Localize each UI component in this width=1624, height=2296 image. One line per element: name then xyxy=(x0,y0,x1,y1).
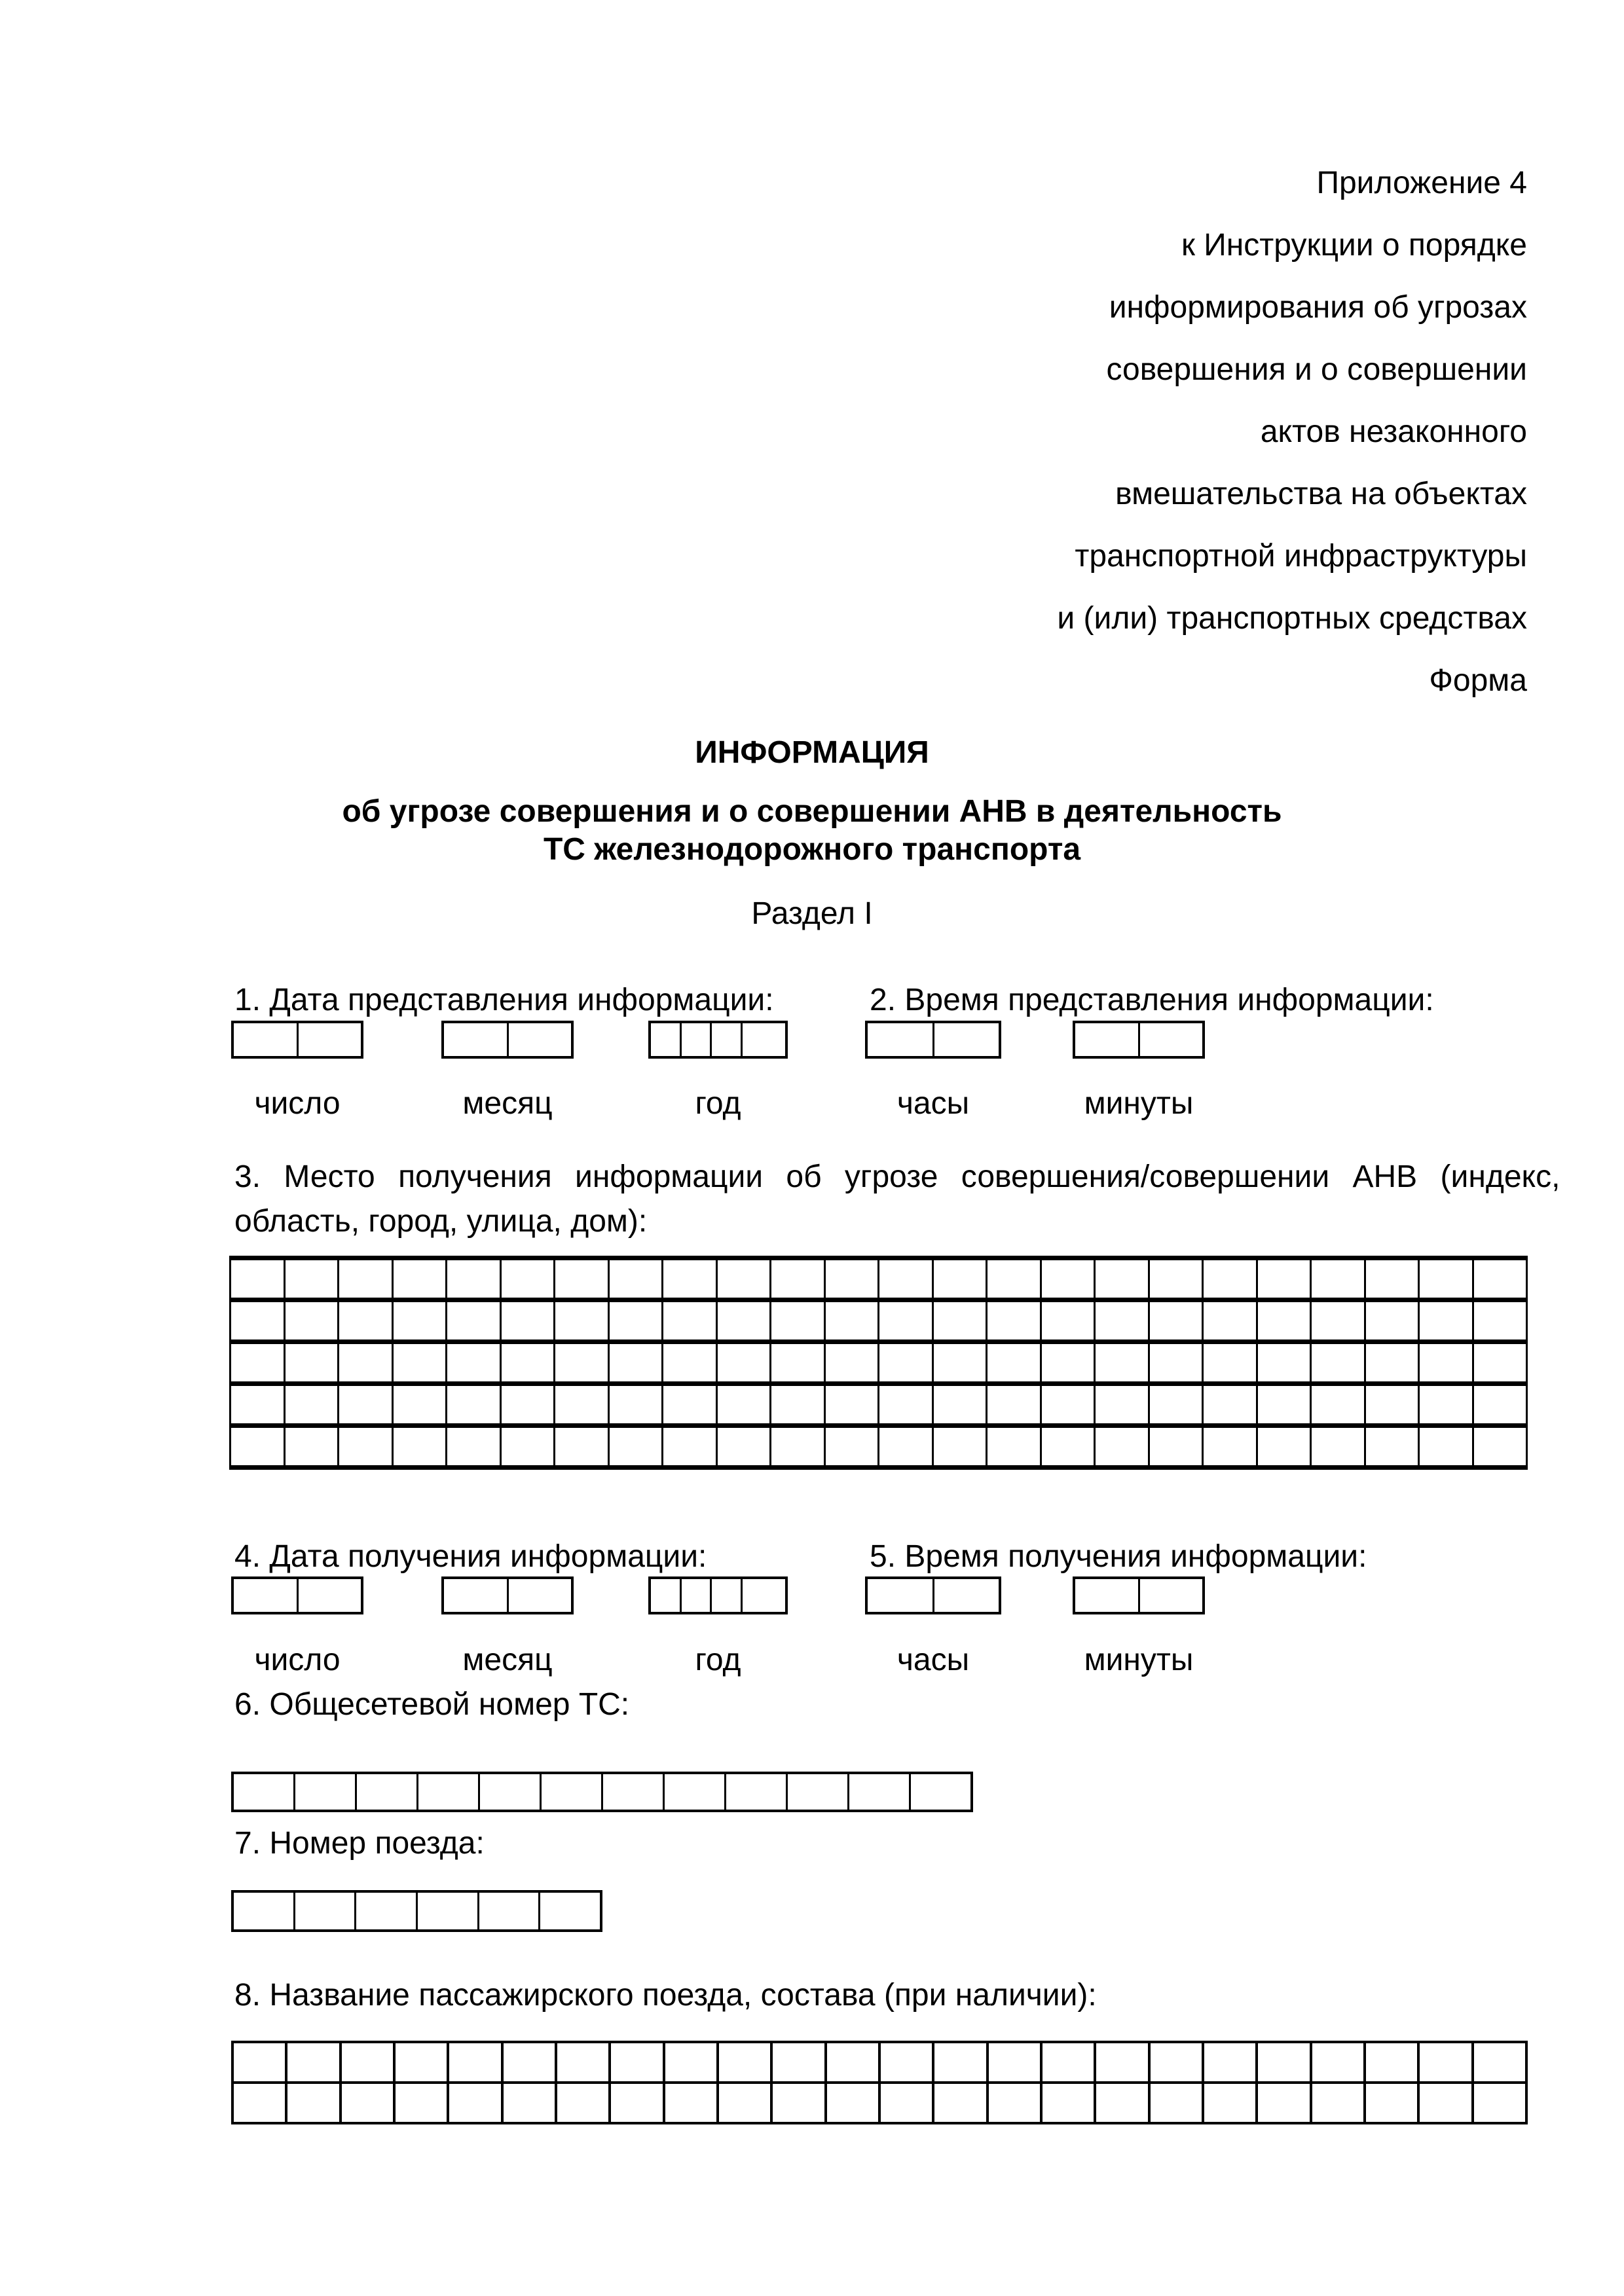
time2-hours-caption: часы xyxy=(896,1643,970,1677)
char-cell xyxy=(416,1774,478,1810)
char-cell xyxy=(1418,1344,1472,1381)
char-cell xyxy=(932,2043,986,2081)
char-cell xyxy=(661,1344,716,1381)
char-cell xyxy=(392,1344,446,1381)
char-cell xyxy=(500,1344,554,1381)
char-cell xyxy=(716,2084,770,2122)
char-cell xyxy=(444,1579,507,1612)
char-cell xyxy=(297,1579,361,1612)
char-cell xyxy=(1040,2084,1094,2122)
char-cell xyxy=(824,1344,878,1381)
char-cell xyxy=(1138,1023,1203,1056)
grid-row xyxy=(231,1428,1526,1470)
char-cell xyxy=(1148,2043,1202,2081)
char-cell xyxy=(824,2084,878,2122)
char-cell xyxy=(661,1302,716,1339)
char-cell xyxy=(878,2084,932,2122)
char-cell xyxy=(824,1260,878,1298)
char-cell xyxy=(769,1260,824,1298)
char-cell xyxy=(1148,1344,1202,1381)
char-cell xyxy=(477,1893,539,1929)
date2-day-box xyxy=(231,1576,363,1614)
char-cell xyxy=(337,1386,392,1423)
date1-month-caption: месяц xyxy=(462,1086,553,1121)
date1-year-box xyxy=(648,1021,788,1059)
char-cell xyxy=(555,2043,608,2081)
char-cell xyxy=(932,2084,986,2122)
appendix-header xyxy=(1057,152,1527,712)
char-cell xyxy=(284,1302,338,1339)
char-cell xyxy=(1364,1428,1418,1465)
date1-year-caption: год xyxy=(695,1086,741,1121)
char-cell xyxy=(445,1260,500,1298)
char-cell xyxy=(500,1428,554,1465)
time1-hours-caption: часы xyxy=(896,1086,970,1121)
char-cell xyxy=(553,1428,608,1465)
char-cell xyxy=(608,2084,662,2122)
char-cell xyxy=(445,1344,500,1381)
char-cell xyxy=(1418,1428,1472,1465)
char-cell xyxy=(234,1579,297,1612)
char-cell xyxy=(500,1302,554,1339)
char-cell xyxy=(1094,1386,1148,1423)
char-cell xyxy=(986,1428,1040,1465)
char-cell xyxy=(710,1579,741,1612)
date2-day-caption: число xyxy=(254,1643,341,1677)
field5-label: 5. Время получения информации: xyxy=(870,1539,1367,1574)
char-cell xyxy=(1075,1023,1138,1056)
char-cell xyxy=(608,2043,662,2081)
char-cell xyxy=(932,1386,986,1423)
char-cell xyxy=(1471,2084,1525,2122)
char-cell xyxy=(478,1774,540,1810)
char-cell xyxy=(661,1386,716,1423)
char-cell xyxy=(769,1386,824,1423)
field6-label: 6. Общесетевой номер ТС: xyxy=(234,1687,630,1722)
char-cell xyxy=(661,1428,716,1465)
char-cell xyxy=(231,1302,284,1339)
char-cell xyxy=(1256,1386,1310,1423)
char-cell xyxy=(877,1428,932,1465)
char-cell xyxy=(392,1302,446,1339)
char-cell xyxy=(285,2084,339,2122)
char-cell xyxy=(1255,2043,1309,2081)
char-cell xyxy=(1418,1260,1472,1298)
char-cell xyxy=(1310,2043,1363,2081)
char-cell xyxy=(444,1023,507,1056)
char-cell xyxy=(724,1774,786,1810)
document-subtitle-line2: ТС железнодорожного транспорта xyxy=(543,832,1081,867)
char-cell xyxy=(986,1344,1040,1381)
document-title: ИНФОРМАЦИЯ xyxy=(695,735,929,770)
char-cell xyxy=(1310,1344,1364,1381)
char-cell xyxy=(337,1302,392,1339)
char-cell xyxy=(1202,1302,1256,1339)
char-cell xyxy=(1040,1428,1094,1465)
char-cell xyxy=(1040,1386,1094,1423)
char-cell xyxy=(393,2084,447,2122)
char-cell xyxy=(1310,1302,1364,1339)
char-cell xyxy=(337,1428,392,1465)
char-cell xyxy=(716,1302,770,1339)
char-cell xyxy=(500,1260,554,1298)
date1-day-caption: число xyxy=(254,1086,341,1121)
char-cell xyxy=(447,2084,500,2122)
char-cell xyxy=(234,1023,297,1056)
char-cell xyxy=(877,1302,932,1339)
time2-minutes-box xyxy=(1073,1576,1205,1614)
header-line: и (или) транспортных средствах xyxy=(1057,601,1527,636)
char-cell xyxy=(847,1774,909,1810)
field7-label: 7. Номер поезда: xyxy=(234,1826,485,1861)
char-cell xyxy=(1418,1302,1472,1339)
char-cell xyxy=(284,1344,338,1381)
char-cell xyxy=(663,2043,716,2081)
char-cell xyxy=(1040,2043,1094,2081)
char-cell xyxy=(1364,1302,1418,1339)
char-cell xyxy=(932,1302,986,1339)
char-cell xyxy=(710,1023,741,1056)
char-cell xyxy=(501,2084,555,2122)
char-cell xyxy=(608,1344,662,1381)
char-cell xyxy=(1310,2084,1363,2122)
field3-label-line2: область, город, улица, дом): xyxy=(234,1204,648,1239)
char-cell xyxy=(1472,1428,1526,1465)
char-cell xyxy=(932,1260,986,1298)
date1-day-box xyxy=(231,1021,363,1059)
char-cell xyxy=(769,1302,824,1339)
char-cell xyxy=(553,1386,608,1423)
char-cell xyxy=(416,1893,477,1929)
char-cell xyxy=(769,1428,824,1465)
char-cell xyxy=(555,2084,608,2122)
char-cell xyxy=(716,1428,770,1465)
grid-row xyxy=(234,2043,1525,2084)
grid-row xyxy=(231,1260,1526,1302)
char-cell xyxy=(716,1344,770,1381)
char-cell xyxy=(1364,1260,1418,1298)
char-cell xyxy=(1094,2043,1147,2081)
char-cell xyxy=(507,1579,572,1612)
char-cell xyxy=(877,1386,932,1423)
char-cell xyxy=(337,1260,392,1298)
header-line: вмешательства на объектах xyxy=(1115,477,1527,511)
char-cell xyxy=(1310,1428,1364,1465)
char-cell xyxy=(1472,1344,1526,1381)
date2-year-box xyxy=(648,1576,788,1614)
header-line: к Инструкции о порядке xyxy=(1181,228,1527,263)
char-cell xyxy=(293,1774,355,1810)
char-cell xyxy=(932,1344,986,1381)
char-cell xyxy=(661,1260,716,1298)
char-cell xyxy=(680,1023,710,1056)
char-cell xyxy=(1094,2084,1147,2122)
char-cell xyxy=(231,1428,284,1465)
char-cell xyxy=(1417,2043,1471,2081)
header-line: транспортной инфраструктуры xyxy=(1075,539,1527,574)
char-cell xyxy=(297,1023,361,1056)
char-cell xyxy=(1471,2043,1525,2081)
char-cell xyxy=(651,1023,680,1056)
char-cell xyxy=(986,2084,1040,2122)
time2-minutes-caption: минуты xyxy=(1084,1643,1194,1677)
char-cell xyxy=(1202,1428,1256,1465)
char-cell xyxy=(1417,2084,1471,2122)
char-cell xyxy=(447,2043,500,2081)
char-cell xyxy=(553,1302,608,1339)
char-cell xyxy=(868,1579,932,1612)
char-cell xyxy=(1310,1260,1364,1298)
char-cell xyxy=(716,2043,770,2081)
time2-hours-box xyxy=(865,1576,1001,1614)
char-cell xyxy=(786,1774,847,1810)
field2-label: 2. Время представления информации: xyxy=(870,983,1434,1017)
char-cell xyxy=(339,2084,393,2122)
char-cell xyxy=(1202,2043,1255,2081)
char-cell xyxy=(1310,1386,1364,1423)
char-cell xyxy=(651,1579,680,1612)
char-cell xyxy=(932,1023,999,1056)
char-cell xyxy=(392,1386,446,1423)
char-cell xyxy=(1255,2084,1309,2122)
char-cell xyxy=(824,2043,878,2081)
char-cell xyxy=(1094,1344,1148,1381)
char-cell xyxy=(540,1774,601,1810)
field3-label-line1: 3. Место получения информации об угрозе совершения/совершении АНВ (индекс, xyxy=(234,1159,1560,1194)
char-cell xyxy=(1202,1344,1256,1381)
section-heading: Раздел I xyxy=(751,896,873,931)
grid-row xyxy=(231,1302,1526,1344)
char-cell xyxy=(445,1302,500,1339)
char-cell xyxy=(1256,1302,1310,1339)
char-cell xyxy=(1148,1260,1202,1298)
char-cell xyxy=(932,1579,999,1612)
char-cell xyxy=(877,1344,932,1381)
header-line: Форма xyxy=(1429,663,1527,698)
time1-hours-box xyxy=(865,1021,1001,1059)
char-cell xyxy=(293,1893,355,1929)
char-cell xyxy=(909,1774,970,1810)
char-cell xyxy=(1364,1344,1418,1381)
char-cell xyxy=(824,1386,878,1423)
char-cell xyxy=(1363,2084,1417,2122)
char-cell xyxy=(392,1260,446,1298)
char-cell xyxy=(553,1344,608,1381)
char-cell xyxy=(1094,1260,1148,1298)
char-cell xyxy=(234,2084,285,2122)
char-cell xyxy=(285,2043,339,2081)
char-cell xyxy=(878,2043,932,2081)
char-cell xyxy=(1094,1428,1148,1465)
char-cell xyxy=(663,2084,716,2122)
date2-month-caption: месяц xyxy=(462,1643,553,1677)
char-cell xyxy=(663,1774,724,1810)
header-line: Приложение 4 xyxy=(1316,166,1527,200)
field4-label: 4. Дата получения информации: xyxy=(234,1539,707,1574)
char-cell xyxy=(500,1386,554,1423)
char-cell xyxy=(680,1579,710,1612)
char-cell xyxy=(1472,1260,1526,1298)
char-cell xyxy=(716,1386,770,1423)
char-cell xyxy=(1202,2084,1255,2122)
char-cell xyxy=(1418,1386,1472,1423)
char-cell xyxy=(824,1428,878,1465)
char-cell xyxy=(770,2043,824,2081)
char-cell xyxy=(354,1893,416,1929)
char-cell xyxy=(234,1774,293,1810)
char-cell xyxy=(877,1260,932,1298)
char-cell xyxy=(392,1428,446,1465)
grid-row xyxy=(231,1344,1526,1386)
char-cell xyxy=(986,1386,1040,1423)
char-cell xyxy=(716,1260,770,1298)
char-cell xyxy=(234,1893,293,1929)
char-cell xyxy=(932,1428,986,1465)
char-cell xyxy=(445,1428,500,1465)
char-cell xyxy=(501,2043,555,2081)
char-cell xyxy=(986,1302,1040,1339)
char-cell xyxy=(234,2043,285,2081)
char-cell xyxy=(1472,1302,1526,1339)
char-cell xyxy=(1256,1428,1310,1465)
char-cell xyxy=(1256,1260,1310,1298)
char-cell xyxy=(553,1260,608,1298)
char-cell xyxy=(1202,1386,1256,1423)
char-cell xyxy=(1148,2084,1202,2122)
field8-label: 8. Название пассажирского поезда, состава (при наличии): xyxy=(234,1978,1097,2013)
char-cell xyxy=(741,1023,785,1056)
char-cell xyxy=(1040,1260,1094,1298)
tc-number-box xyxy=(231,1772,973,1812)
date1-month-box xyxy=(441,1021,574,1059)
char-cell xyxy=(1138,1579,1203,1612)
char-cell xyxy=(231,1386,284,1423)
char-cell xyxy=(284,1260,338,1298)
char-cell xyxy=(355,1774,416,1810)
char-cell xyxy=(601,1774,663,1810)
char-cell xyxy=(1094,1302,1148,1339)
char-cell xyxy=(1075,1579,1138,1612)
char-cell xyxy=(284,1386,338,1423)
char-cell xyxy=(986,1260,1040,1298)
char-cell xyxy=(538,1893,600,1929)
char-cell xyxy=(339,2043,393,2081)
char-cell xyxy=(986,2043,1040,2081)
char-cell xyxy=(868,1023,932,1056)
char-cell xyxy=(769,1344,824,1381)
grid-row xyxy=(231,1386,1526,1428)
char-cell xyxy=(1040,1302,1094,1339)
char-cell xyxy=(608,1260,662,1298)
header-line: актов незаконного xyxy=(1260,414,1527,449)
grid-row xyxy=(234,2084,1525,2124)
header-line: информирования об угрозах xyxy=(1109,290,1527,325)
date2-year-caption: год xyxy=(695,1643,741,1677)
char-cell xyxy=(337,1344,392,1381)
char-cell xyxy=(231,1344,284,1381)
char-cell xyxy=(741,1579,785,1612)
char-cell xyxy=(824,1302,878,1339)
char-cell xyxy=(1364,1386,1418,1423)
date2-month-box xyxy=(441,1576,574,1614)
char-cell xyxy=(608,1386,662,1423)
char-cell xyxy=(393,2043,447,2081)
time1-minutes-caption: минуты xyxy=(1084,1086,1194,1121)
char-cell xyxy=(231,1260,284,1298)
field3-place-grid xyxy=(229,1256,1528,1470)
char-cell xyxy=(1363,2043,1417,2081)
char-cell xyxy=(1202,1260,1256,1298)
train-number-box xyxy=(231,1890,602,1932)
char-cell xyxy=(1256,1344,1310,1381)
train-name-grid xyxy=(231,2041,1528,2124)
char-cell xyxy=(608,1428,662,1465)
char-cell xyxy=(507,1023,572,1056)
char-cell xyxy=(770,2084,824,2122)
char-cell xyxy=(1148,1428,1202,1465)
char-cell xyxy=(445,1386,500,1423)
char-cell xyxy=(284,1428,338,1465)
char-cell xyxy=(1148,1386,1202,1423)
char-cell xyxy=(1040,1344,1094,1381)
char-cell xyxy=(1148,1302,1202,1339)
field1-label: 1. Дата представления информации: xyxy=(234,983,774,1017)
time1-minutes-box xyxy=(1073,1021,1205,1059)
char-cell xyxy=(1472,1386,1526,1423)
document-subtitle-line1: об угрозе совершения и о совершении АНВ в деятельность xyxy=(342,794,1282,829)
char-cell xyxy=(608,1302,662,1339)
header-line: совершения и о совершении xyxy=(1106,352,1527,387)
